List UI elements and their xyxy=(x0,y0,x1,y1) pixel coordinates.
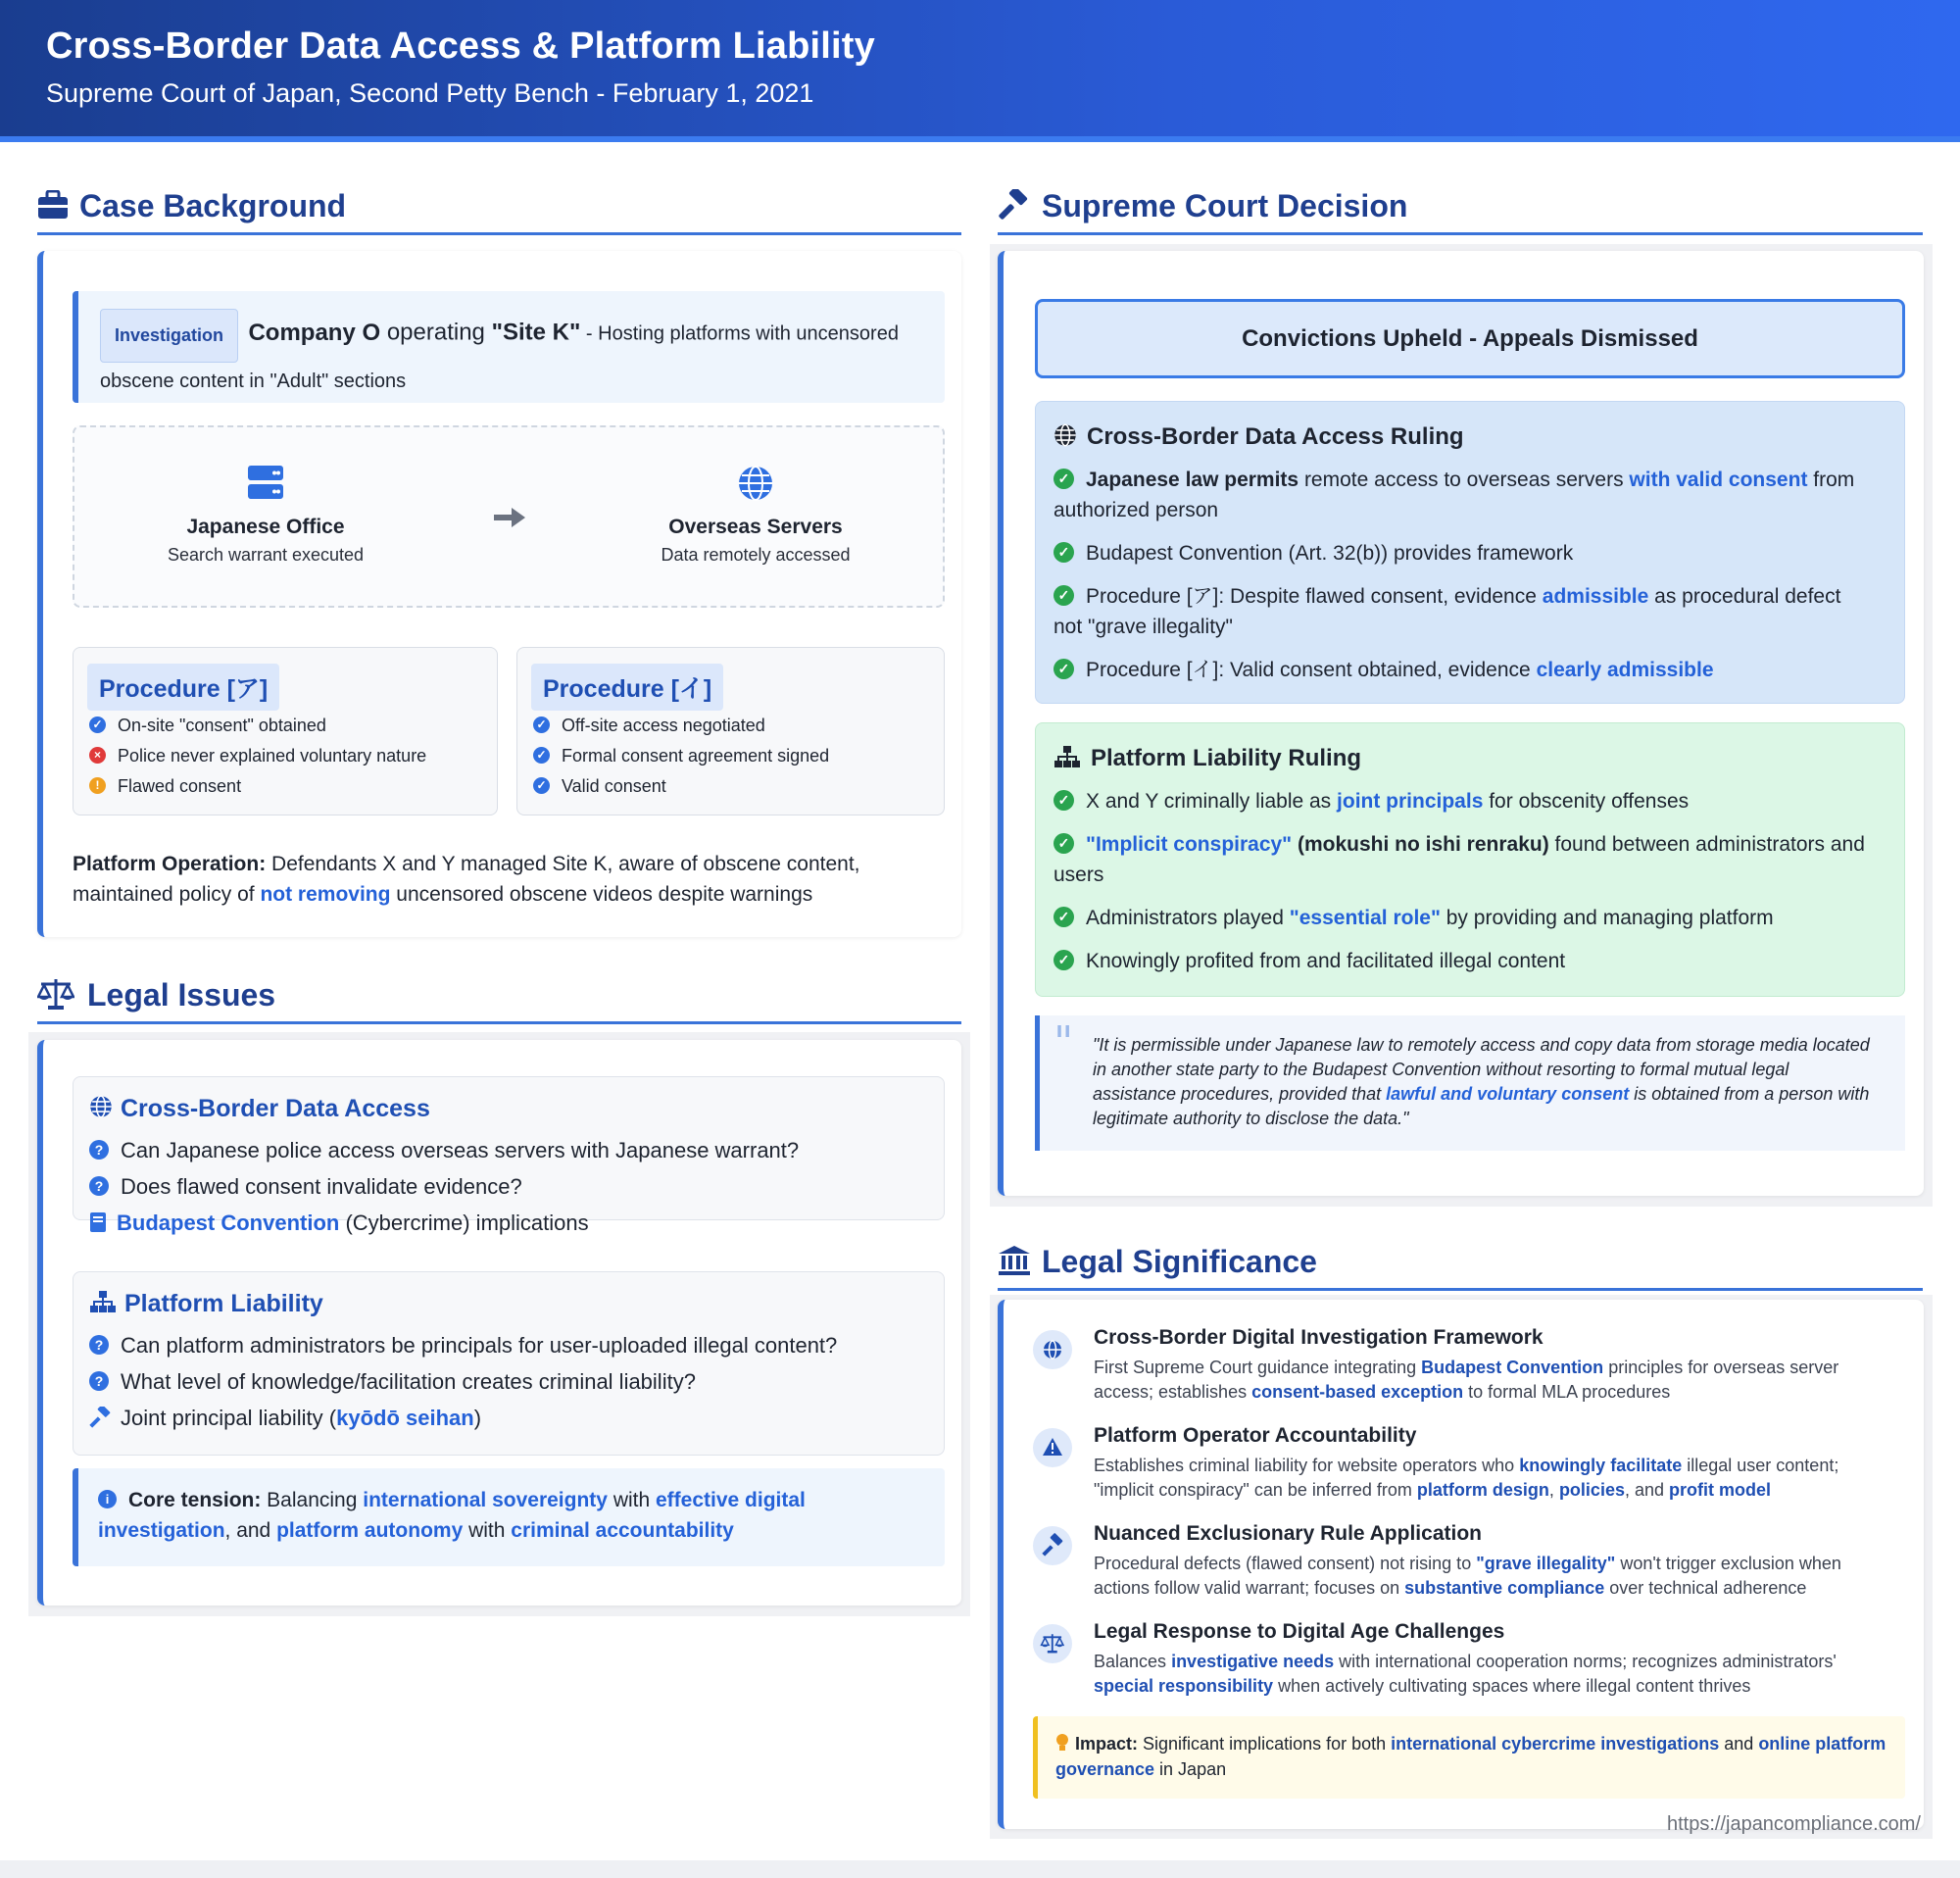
check-icon: ✓ xyxy=(533,717,550,733)
ruling-item: ✓ Japanese law permits remote access to overseas servers with valid consent from authorized person xyxy=(1054,469,1855,521)
header xyxy=(0,0,1960,142)
question-icon: ? xyxy=(89,1140,109,1160)
question-item: ? Can Japanese police access overseas servers with Japanese warrant? xyxy=(89,1138,799,1163)
hierarchy-icon xyxy=(1054,745,1081,768)
question-icon: ? xyxy=(89,1176,109,1196)
ruling-item: ✓ Knowingly profited from and facilitated illegal content xyxy=(1054,946,1565,976)
gavel-icon xyxy=(89,1407,111,1428)
platform-liability-issue-box xyxy=(73,1271,945,1456)
overseas-servers-node: Overseas Servers Data remotely accessed xyxy=(623,465,888,566)
cross-border-ruling-title: Cross-Border Data Access Ruling xyxy=(1054,423,1464,451)
warning-icon: ! xyxy=(89,777,106,794)
gavel-icon xyxy=(1033,1526,1072,1565)
quote-icon: " xyxy=(1054,1017,1074,1067)
globe-icon xyxy=(1054,423,1077,447)
procedure-i-box xyxy=(516,647,945,815)
list-item: ✓ Valid consent xyxy=(533,776,666,797)
joint-principal-item: Joint principal liability (kyōdō seihan) xyxy=(89,1406,481,1431)
platform-liability-issue-title: Platform Liability xyxy=(89,1290,323,1318)
legal-issues-card xyxy=(37,1040,961,1606)
procedure-a-box xyxy=(73,647,498,815)
verdict-banner: Convictions Upheld - Appeals Dismissed xyxy=(1035,299,1905,378)
decision-heading: Supreme Court Decision xyxy=(998,180,1923,235)
procedure-i-title: Procedure [イ] xyxy=(531,664,723,711)
globe-icon xyxy=(89,1095,113,1118)
page-title: Cross-Border Data Access & Platform Liability xyxy=(46,25,875,67)
convention-item: Budapest Convention (Cybercrime) implications xyxy=(89,1211,589,1236)
cross-border-issue-box xyxy=(73,1076,945,1235)
check-icon: ✓ xyxy=(1054,585,1074,606)
book-icon xyxy=(89,1211,107,1233)
check-icon: ✓ xyxy=(1054,469,1074,489)
list-item: ✓ On-site "consent" obtained xyxy=(89,716,326,736)
x-icon: × xyxy=(89,747,106,764)
ruling-item: ✓ Procedure [ア]: Despite flawed consent, evidence admissible as procedural defect not "grave illegality" xyxy=(1054,585,1841,638)
gavel-icon xyxy=(998,189,1029,221)
check-icon: ✓ xyxy=(1054,542,1074,563)
page-subtitle: Supreme Court of Japan, Second Petty Bench - February 1, 2021 xyxy=(46,78,814,108)
core-tension-box: i Core tension: Balancing international sovereignty with effective digital investigation, and platform autonomy with criminal accountability xyxy=(73,1468,945,1566)
court-quote: " "It is permissible under Japanese law to remotely access and copy data from storage media located in another state party to the Budapest Convention without resorting to formal mutual legal assistance procedures, provided that lawful and voluntary consent is obtained from a person with legitimate authority to disclose the data." xyxy=(1035,1015,1905,1151)
info-icon: i xyxy=(98,1490,117,1508)
platform-ruling-title: Platform Liability Ruling xyxy=(1054,745,1361,772)
institution-icon xyxy=(998,1245,1031,1276)
check-icon: ✓ xyxy=(1054,950,1074,970)
platform-ruling-box xyxy=(1035,722,1905,997)
legal-issues-heading: Legal Issues xyxy=(37,969,961,1024)
case-background-card xyxy=(37,251,961,937)
hierarchy-icon xyxy=(89,1290,117,1313)
list-item: ✓ Off-site access negotiated xyxy=(533,716,765,736)
footer-url[interactable]: https://japancompliance.com/ xyxy=(1666,1813,1921,1835)
check-icon: ✓ xyxy=(1054,907,1074,927)
significance-heading: Legal Significance xyxy=(998,1236,1923,1291)
briefcase-icon xyxy=(37,190,69,220)
decision-card xyxy=(998,251,1924,1196)
question-item: ? Can platform administrators be principals for user-uploaded illegal content? xyxy=(89,1333,837,1359)
ruling-item: ✓ X and Y criminally liable as joint principals for obscenity offenses xyxy=(1054,786,1689,816)
lightbulb-icon xyxy=(1055,1733,1069,1753)
ruling-item: ✓ "Implicit conspiracy" (mokushi no ishi renraku) found between administrators and users xyxy=(1054,833,1865,886)
procedure-a-title: Procedure [ア] xyxy=(87,664,279,711)
check-icon: ✓ xyxy=(533,777,550,794)
warning-icon xyxy=(1033,1428,1072,1467)
globe-icon xyxy=(737,465,774,502)
list-item: ✓ Formal consent agreement signed xyxy=(533,746,829,766)
ruling-item: ✓ Procedure [イ]: Valid consent obtained, evidence clearly admissible xyxy=(1054,655,1714,685)
globe-icon xyxy=(1033,1330,1072,1369)
check-icon: ✓ xyxy=(1054,790,1074,811)
arrow-right-icon xyxy=(494,506,525,529)
scale-icon xyxy=(37,977,74,1011)
check-icon: ✓ xyxy=(1054,833,1074,854)
investigation-box: Investigation Company O operating "Site K" - Hosting platforms with uncensored obscene content in "Adult" sections xyxy=(73,291,945,403)
ruling-item: ✓ Budapest Convention (Art. 32(b)) provides framework xyxy=(1054,538,1573,568)
check-icon: ✓ xyxy=(89,717,106,733)
ruling-item: ✓ Administrators played "essential role" by providing and managing platform xyxy=(1054,903,1774,933)
investigation-tag: Investigation xyxy=(100,309,238,363)
list-item: × Police never explained voluntary nature xyxy=(89,746,426,766)
check-icon: ✓ xyxy=(533,747,550,764)
question-icon: ? xyxy=(89,1371,109,1391)
platform-operation-text: Platform Operation: Defendants X and Y managed Site K, aware of obscene content, maintained policy of not removing uncensored obscene videos despite warnings xyxy=(73,853,860,906)
case-background-heading: Case Background xyxy=(37,180,961,235)
cross-border-issue-title: Cross-Border Data Access xyxy=(89,1095,430,1123)
question-item: ? What level of knowledge/facilitation creates criminal liability? xyxy=(89,1369,696,1395)
question-icon: ? xyxy=(89,1335,109,1355)
list-item: ! Flawed consent xyxy=(89,776,241,797)
check-icon: ✓ xyxy=(1054,659,1074,679)
scale-icon xyxy=(1033,1624,1072,1663)
server-icon xyxy=(247,465,284,500)
impact-box: Impact: Significant implications for both international cybercrime investigations and online platform governance in Japan xyxy=(1033,1716,1905,1799)
significance-card: Cross-Border Digital Investigation Framework First Supreme Court guidance integrating Budapest Convention principles for overseas server access; establishes consent-based exception to formal MLA procedures Platform Operator Accountability Establishes criminal liability for website operators who knowingly facilitate illegal user content; "implicit conspiracy" can be inferred from platform design, policies, and profit model Nuanced Exclusionary Rule Application Procedural defects (flawed consent) not rising to "grave illegality" won't trigger exclusion when actions follow valid warrant; focuses on substantive compliance over technical adherence Legal Response to Digital Age Challenges Balances investigative needs with international cooperation norms; recognizes administrators' special responsibility when actively cultivating spaces where illegal content thrives Impact: Significant implications for both international cybercrime investigations and online platform governance in Japan xyxy=(998,1300,1924,1829)
cross-border-ruling-box xyxy=(1035,401,1905,704)
question-item: ? Does flawed consent invalidate evidence? xyxy=(89,1174,522,1200)
japanese-office-node: Japanese Office Search warrant executed xyxy=(133,465,398,566)
data-flow-diagram xyxy=(73,425,945,608)
